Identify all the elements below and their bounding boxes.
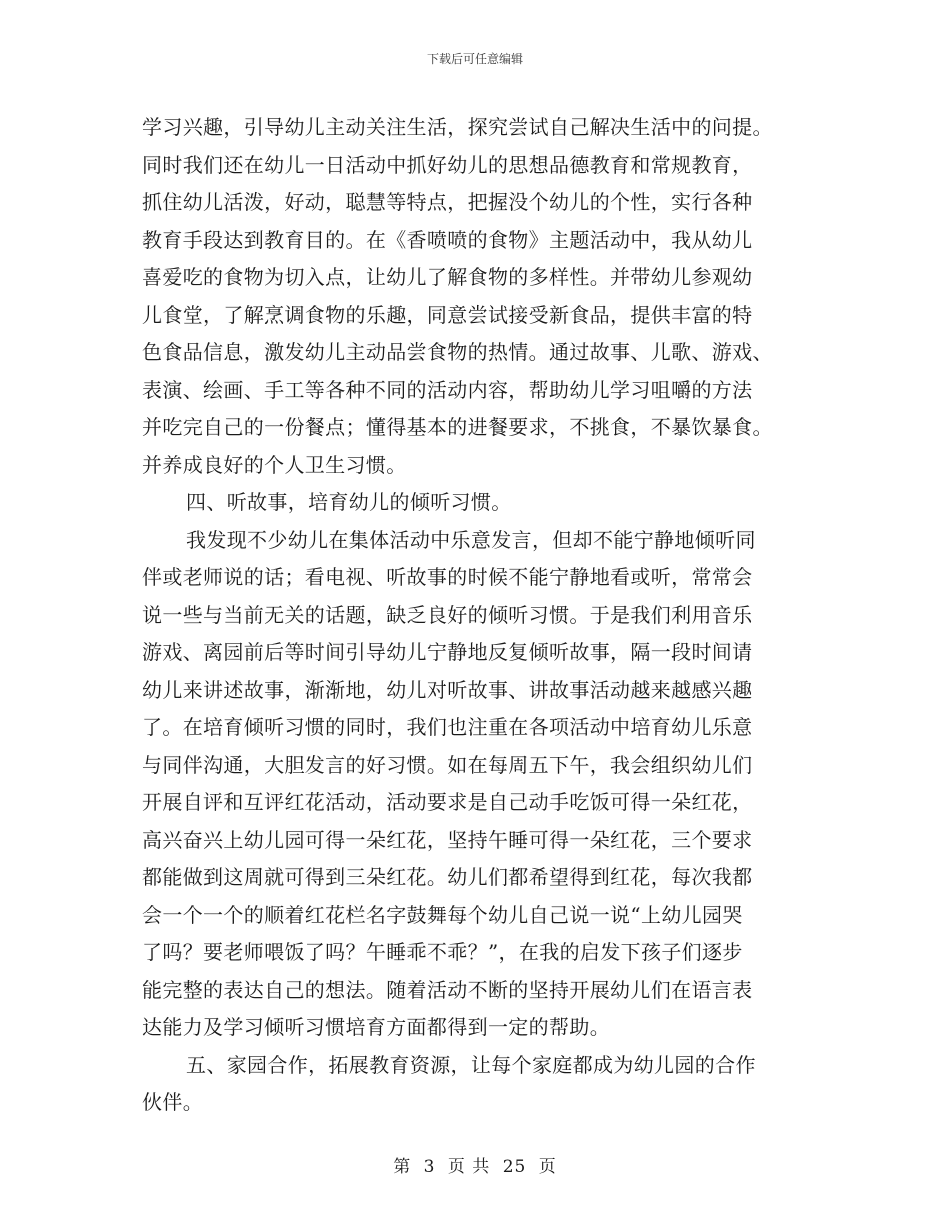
text-line: 能完整的表达自己的想法。随着活动不断的坚持开展幼儿们在语言表 [142, 977, 753, 1002]
text-line: 达能力及学习倾听习惯培育方面都得到一定的帮助。 [142, 1015, 611, 1039]
text-line: 学习兴趣，引导幼儿主动关注生活，探究尝试自己解决生活中的问提。 [142, 115, 773, 139]
text-line: 教育手段达到教育目的。在《香喷喷的食物》主题活动中，我从幼儿 [142, 227, 753, 252]
text-line: 幼儿来讲述故事，渐渐地，幼儿对听故事、讲故事活动越来越感兴趣 [142, 677, 753, 702]
page-header: 下载后可任意编辑 [426, 52, 523, 66]
text-line: 了。在培育倾听习惯的同时，我们也注重在各项活动中培育幼儿乐意 [142, 715, 753, 739]
text-line: 抓住幼儿活泼，好动，聪慧等特点，把握没个幼儿的个性，实行各种 [142, 190, 753, 214]
text-line: 并吃完自己的一份餐点；懂得基本的进餐要求，不挑食，不暴饮暴食。 [142, 415, 773, 439]
text-line: 同时我们还在幼儿一日活动中抓好幼儿的思想品德教育和常规教育， [142, 152, 753, 177]
text-line: 开展自评和互评红花活动，活动要求是自己动手吃饭可得一朵红花， [142, 790, 753, 814]
text-line: 并养成良好的个人卫生习惯。 [142, 452, 407, 477]
text-line: 与同伴沟通，大胆发言的好习惯。如在每周五下午，我会组织幼儿们 [142, 752, 753, 777]
text-line: 都能做到这周就可得到三朵红花。幼儿们都希望得到红花，每次我都 [142, 865, 753, 889]
text-line: 说一些与当前无关的话题，缺乏良好的倾听习惯。于是我们利用音乐 [142, 602, 753, 627]
document-body [142, 109, 814, 1122]
text-line: 高兴奋兴上幼儿园可得一朵红花，坚持午睡可得一朵红花，三个要求 [142, 827, 753, 852]
text-line: 伴或老师说的话；看电视、听故事的时候不能宁静地看或听，常常会 [142, 565, 753, 589]
current-page-number: 3 [423, 1157, 436, 1177]
text-line: 四、听故事，培育幼儿的倾听习惯。 [186, 490, 512, 514]
text-line: 我发现不少幼儿在集体活动中乐意发言，但却不能宁静地倾听同 [186, 527, 756, 552]
text-line: 了吗？要老师喂饭了吗？午睡乖不乖？”，在我的启发下孩子们逐步 [142, 940, 743, 964]
text-line: 表演、绘画、手工等各种不同的活动内容，帮助幼儿学习咀嚼的方法 [142, 377, 753, 402]
page-footer [0, 1152, 950, 1177]
text-line: 会一个一个的顺着红花栏名字鼓舞每个幼儿自己说一说“上幼儿园哭 [142, 902, 743, 927]
footer-suffix: 页 [538, 1157, 557, 1177]
text-line: 喜爱吃的食物为切入点，让幼儿了解食物的多样性。并带幼儿参观幼 [142, 265, 753, 289]
text-line: 儿食堂，了解烹调食物的乐趣，同意尝试接受新食品，提供丰富的特 [142, 302, 753, 327]
footer-prefix: 第 [393, 1157, 412, 1177]
text-line: 伙伴。 [142, 1090, 204, 1114]
total-page-count: 25 [502, 1157, 527, 1177]
text-line: 色食品信息，激发幼儿主动品尝食物的热情。通过故事、儿歌、游戏、 [142, 340, 773, 364]
footer-mid: 页 共 [447, 1157, 491, 1177]
text-line: 游戏、离园前后等时间引导幼儿宁静地反复倾听故事，隔一段时间请 [142, 640, 753, 664]
text-line: 五、家园合作，拓展教育资源，让每个家庭都成为幼儿园的合作 [186, 1052, 756, 1077]
